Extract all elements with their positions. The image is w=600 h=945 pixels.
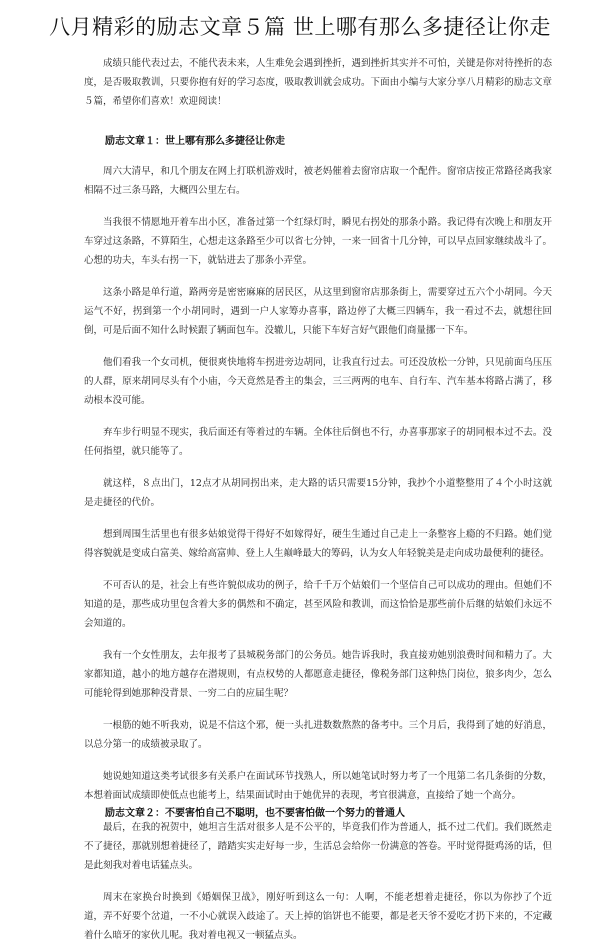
article-paragraph: 周末在家换台时换到《婚姻保卫战》，刚好听到这么一句：人啊，不能老想着走捷径，你以为你抄了个近道，弄不好要个岔道，一不小心就误入歧途了。天上掉的馅饼也不能要，都是老天爷不爱吃才扔下来的，不定藏着什么暗牙的家伙儿呢。我对着电视又一顿猛点头。 — [84, 892, 552, 941]
article-paragraph: 想到周围生活里也有很多姑娘觉得干得好不如嫁得好，硬生生通过自己走上一条整容上瘾的不归路。她们觉得容貌就是变成白富美、嫁给高富帅、登上人生巅峰最大的筹码，认为女人年轻貌美是走向成功最便利的捷径。 — [84, 529, 552, 559]
article-paragraph: 最后，在我的祝贺中，她坦言生活对很多人是不公平的，毕竟我们作为普通人，抵不过二代们。我们既然走不了捷径，那就别想着捷径了，踏踏实实走好每一步，生活总会给你一份满意的答卷。平时觉得挺鸡汤的话，但是此刻我对着电话猛点头。 — [84, 822, 552, 871]
article-paragraph: 他们看我一个女司机，便很爽快地将车拐进旁边胡同，让我直行过去。可还没放松一分钟，只见前面乌压压的人群，原来胡同尽头有个小庙，今天竟然是香主的集会，三三两两的电车、自行车、汽车基本将路占满了，移动根本没可能。 — [84, 357, 552, 406]
article-paragraph: 周六大清早，和几个朋友在网上打联机游戏时，被老妈催着去窗帘店取一个配件。窗帘店按正常路径离我家相隔不过三条马路，大概四公里左右。 — [84, 166, 552, 196]
article-1-heading: 励志文章１：世上哪有那么多捷径让你走 — [105, 136, 285, 147]
article-paragraph: 弃车步行明显不现实，我后面还有等着过的车辆。全体往后倒也不行，办喜事那家子的胡同根本过不去。没任何指望，就只能等了。 — [84, 427, 552, 457]
article-2-heading: 励志文章２：不要害怕自己不聪明，也不要害怕做一个努力的普通人 — [105, 808, 405, 819]
article-1-body — [84, 162, 552, 945]
article-paragraph: 一根筋的她不听我劝，说是不信这个邪，便一头扎进数数熬熬的备考中。三个月后，我得到了她的好消息，以总分第一的成绩被录取了。 — [84, 720, 552, 750]
article-paragraph: 我有一个女性朋友，去年报考了县城税务部门的公务员。她告诉我时，我直接劝她别浪费时间和精力了。大家都知道，越小的地方越存在潜规则，有点权势的人都愿意走捷径，像税务部门这种热门岗位，狼多肉少，怎么可能轮得到她那种没背景、一穷二白的应届生呢？ — [84, 650, 552, 699]
article-paragraph: 就这样，８点出门，12点才从胡同拐出来，走大路的话只需要15分钟，我抄个小道整整用了４个小时这就是走捷径的代价。 — [84, 478, 552, 508]
article-paragraph: 不可否认的是，社会上有些许貌似成功的例子，给千千万个姑娘们一个坚信自己可以成功的理由。但她们不知道的是，那些成功里包含着大多的偶然和不确定，甚至风险和教训，而这恰恰是那些前仆后继的姑娘们永远不会知道的。 — [84, 580, 552, 629]
intro-paragraph: 成绩只能代表过去，不能代表未来，人生难免会遇到挫折，遇到挫折其实并不可怕，关键是你对待挫折的态度，是否吸取教训，只要你抱有好的学习态度，吸取教训就会成功。下面由小编与大家分享八月精彩的励志文章５篇，希望你们喜欢！欢迎阅读！ — [84, 58, 552, 107]
article-paragraph: 这条小路是单行道，路两旁是密密麻麻的居民区，从这里到窗帘店那条街上，需要穿过五六个小胡同。今天运气不好，拐到第一个小胡同时，遇到一户人家筹办喜事，路边停了大概三四辆车，我一看过不去，就想往回倒，可是后面不知什么时候跟了辆面包车。没辙儿，只能下车好言好气跟他们商量挪一下车。 — [84, 287, 552, 336]
article-paragraph: 她说她知道这类考试很多有关系户在面试环节找熟人，所以她笔试时努力考了一个甩第二名几条街的分数，本想着面试成绩即使低点也能考上，结果面试时由于她优异的表现，考官很满意，直接给了她一个高分。 — [84, 771, 552, 801]
article-paragraph: 当我很不情愿地开着车出小区，准备过第一个红绿灯时，瞬见右拐处的那条小路。我记得有次晚上和朋友开车穿过这条路，不算陌生，心想走这条路至少可以省七分钟，一来一回省十几分钟，可以早点回家继续战斗了。心想的功夫，车头右拐一下，就钻进去了那条小弄堂。 — [84, 217, 552, 266]
intro-section — [84, 54, 552, 111]
page-title: 八月精彩的励志文章５篇 世上哪有那么多捷径让你走 — [49, 15, 551, 39]
